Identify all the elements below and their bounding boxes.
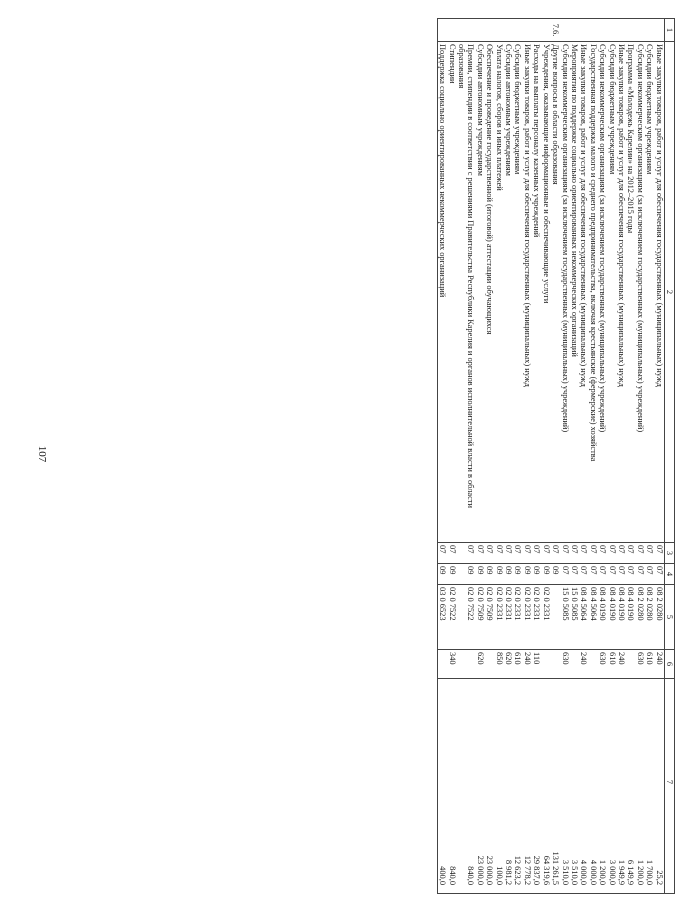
table-row	[588, 19, 597, 894]
row-amount: 100,0	[494, 679, 503, 894]
row-expense-type	[437, 650, 447, 679]
row-name: Другие вопросы в области образования	[551, 42, 560, 543]
row-amount: 1 949,9	[617, 679, 626, 894]
row-subsection: 07	[560, 564, 569, 585]
row-subsection: 07	[579, 564, 588, 585]
row-name: Государственная поддержка малого и среднего предпринимательства, включая крестьянские (фермерские) хозяйства	[588, 42, 597, 543]
header-col-4: 4	[664, 564, 674, 585]
row-amount: 1 200,0	[635, 679, 644, 894]
row-subsection: 09	[485, 564, 494, 585]
row-number	[523, 19, 532, 42]
row-subsection: 07	[654, 564, 664, 585]
row-target-code: 02 0 7509	[485, 585, 494, 650]
row-subsection: 07	[598, 564, 607, 585]
row-section: 07	[588, 543, 597, 564]
row-amount: 12 623,2	[513, 679, 522, 894]
row-number	[579, 19, 588, 42]
row-section: 07	[598, 543, 607, 564]
row-section: 07	[447, 543, 456, 564]
row-target-code: 08 4 0190	[607, 585, 616, 650]
row-name: Иные закупки товаров, работ и услуг для обеспечения государственных (муниципальных) нужд	[579, 42, 588, 543]
row-name: Уплата налогов, сборов и иных платежей	[494, 42, 503, 543]
row-expense-type: 610	[645, 650, 654, 679]
row-subsection: 07	[607, 564, 616, 585]
row-target-code: 02 0 2331	[541, 585, 550, 650]
row-section: 07	[635, 543, 644, 564]
row-target-code: 15 0 5085	[570, 585, 579, 650]
row-expense-type: 630	[635, 650, 644, 679]
row-name: Субсидии бюджетным учреждениям	[607, 42, 616, 543]
row-subsection: 09	[494, 564, 503, 585]
row-name: Субсидии некоммерческим организациям (за исключением государственных (муниципальных) учреждений)	[598, 42, 607, 543]
row-subsection: 09	[457, 564, 476, 585]
row-target-code: 08 4 5064	[588, 585, 597, 650]
row-amount: 131 261,5	[551, 679, 560, 894]
row-amount: 29 837,0	[532, 679, 541, 894]
row-expense-type: 630	[560, 650, 569, 679]
row-name: Иные закупки товаров, работ и услуг для обеспечения государственных (муниципальных) нужд	[617, 42, 626, 543]
row-subsection: 07	[645, 564, 654, 585]
row-amount: 6 149,9	[626, 679, 635, 894]
row-expense-type	[551, 650, 560, 679]
row-name: Учреждения, оказывающие информационные и обеспечивающие услуги	[541, 42, 550, 543]
row-number	[485, 19, 494, 42]
row-section: 07	[457, 543, 476, 564]
rotated-page	[95, 18, 675, 890]
row-section: 07	[654, 543, 664, 564]
row-subsection: 09	[523, 564, 532, 585]
row-number	[645, 19, 654, 42]
row-subsection: 09	[532, 564, 541, 585]
row-target-code: 02 0 7522	[457, 585, 476, 650]
row-expense-type: 620	[475, 650, 484, 679]
row-number	[560, 19, 569, 42]
row-section: 07	[617, 543, 626, 564]
row-subsection: 09	[541, 564, 550, 585]
row-number	[513, 19, 522, 42]
row-number	[570, 19, 579, 42]
row-amount: 840,0	[457, 679, 476, 894]
row-section: 07	[607, 543, 616, 564]
row-section: 07	[645, 543, 654, 564]
row-name: Обеспечение и проведение государственной (итоговой) аттестации обучающихся	[485, 42, 494, 543]
row-name: Субсидии автономным учреждениям	[475, 42, 484, 543]
row-section: 07	[570, 543, 579, 564]
row-number	[541, 19, 550, 42]
row-expense-type	[570, 650, 579, 679]
header-col-2: 2	[664, 42, 674, 543]
row-subsection: 07	[570, 564, 579, 585]
row-target-code: 02 0 2331	[532, 585, 541, 650]
table-row	[654, 19, 664, 894]
row-target-code: 08 2 0280	[654, 585, 664, 650]
row-number	[635, 19, 644, 42]
row-target-code: 15 0 5085	[560, 585, 569, 650]
row-name: Субсидии некоммерческим организациям (за исключением государственных (муниципальных) учреждений)	[635, 42, 644, 543]
row-subsection: 07	[626, 564, 635, 585]
row-expense-type: 240	[654, 650, 664, 679]
row-target-code: 02 0 7509	[475, 585, 484, 650]
row-name: Расходы на выплаты персоналу казенных учреждений	[532, 42, 541, 543]
row-number	[504, 19, 513, 42]
row-section: 07	[475, 543, 484, 564]
row-amount: 1 700,0	[645, 679, 654, 894]
table-row	[560, 19, 569, 894]
row-subsection: 09	[504, 564, 513, 585]
row-name: Премии, стипендии в соответствии с решениями Правительства Республики Карелия и органов исполнительной власти в области образования	[457, 42, 476, 543]
row-number	[457, 19, 476, 42]
row-expense-type: 240	[523, 650, 532, 679]
row-expense-type: 850	[494, 650, 503, 679]
row-amount: 3 000,0	[607, 679, 616, 894]
row-number	[532, 19, 541, 42]
row-amount: 23 000,0	[485, 679, 494, 894]
row-name: Иные закупки товаров, работ и услуг для обеспечения государственных (муниципальных) нужд	[523, 42, 532, 543]
row-target-code: 02 0 2331	[494, 585, 503, 650]
row-number	[598, 19, 607, 42]
row-subsection: 09	[475, 564, 484, 585]
row-section: 07	[541, 543, 550, 564]
row-section: 07	[437, 543, 447, 564]
row-amount: 3 510,0	[570, 679, 579, 894]
table-row	[437, 19, 447, 894]
table-row	[635, 19, 644, 894]
table-header-row	[664, 19, 674, 894]
row-number	[607, 19, 616, 42]
row-target-code: 02 0 2331	[513, 585, 522, 650]
row-amount: 23 000,0	[475, 679, 484, 894]
row-target-code: 02 0 7522	[447, 585, 456, 650]
row-name: Субсидии бюджетным учреждениям	[513, 42, 522, 543]
row-amount: 3 510,0	[560, 679, 569, 894]
table-row	[504, 19, 513, 894]
table-row	[645, 19, 654, 894]
row-section: 07	[494, 543, 503, 564]
row-name: Мероприятия по поддержке социально ориентированных некоммерческих организаций	[570, 42, 579, 543]
row-section: 07	[560, 543, 569, 564]
row-subsection: 09	[447, 564, 456, 585]
header-col-3: 3	[664, 543, 674, 564]
row-section: 07	[626, 543, 635, 564]
row-number	[494, 19, 503, 42]
row-amount: 400,0	[437, 679, 447, 894]
row-expense-type: 110	[532, 650, 541, 679]
row-section: 07	[504, 543, 513, 564]
row-section: 07	[513, 543, 522, 564]
row-target-code: 02 0 2331	[504, 585, 513, 650]
header-col-5: 5	[664, 585, 674, 650]
row-amount: 64 319,6	[541, 679, 550, 894]
table-row	[607, 19, 616, 894]
table-row	[494, 19, 503, 894]
row-subsection: 07	[635, 564, 644, 585]
row-subsection: 07	[588, 564, 597, 585]
budget-table	[437, 18, 675, 894]
row-amount: 4 000,0	[579, 679, 588, 894]
header-col-1: 1	[664, 19, 674, 42]
row-subsection: 09	[551, 564, 560, 585]
row-name: Иные закупки товаров, работ и услуг для обеспечения государственных (муниципальных) нужд	[654, 42, 664, 543]
row-expense-type: 620	[504, 650, 513, 679]
row-number	[626, 19, 635, 42]
table-row	[626, 19, 635, 894]
row-expense-type	[626, 650, 635, 679]
row-amount: 8 981,2	[504, 679, 513, 894]
table-row	[475, 19, 484, 894]
row-amount: 4 000,0	[588, 679, 597, 894]
table-row	[447, 19, 456, 894]
row-name: Стипендии	[447, 42, 456, 543]
table-row	[532, 19, 541, 894]
table-body	[437, 19, 664, 894]
row-expense-type: 610	[607, 650, 616, 679]
row-number	[447, 19, 456, 42]
table-row	[523, 19, 532, 894]
row-name: Программа «Молодежь Карелии» на 2012–2015 годы	[626, 42, 635, 543]
row-section: 07	[523, 543, 532, 564]
row-expense-type: 240	[617, 650, 626, 679]
page-number: 107	[36, 445, 48, 463]
row-amount: 840,0	[447, 679, 456, 894]
row-name: Субсидии автономным учреждениям	[504, 42, 513, 543]
table-row	[485, 19, 494, 894]
row-number	[475, 19, 484, 42]
row-section: 07	[532, 543, 541, 564]
row-target-code: 03 0 6523	[437, 585, 447, 650]
row-target-code: 02 0 2331	[523, 585, 532, 650]
row-expense-type	[457, 650, 476, 679]
row-target-code	[551, 585, 560, 650]
row-amount: 1 200,0	[598, 679, 607, 894]
page-content	[95, 18, 675, 890]
row-subsection: 09	[513, 564, 522, 585]
table-row	[551, 19, 560, 894]
row-subsection: 07	[617, 564, 626, 585]
row-expense-type	[485, 650, 494, 679]
row-section: 07	[579, 543, 588, 564]
row-expense-type: 340	[447, 650, 456, 679]
row-number	[588, 19, 597, 42]
row-name: Субсидии некоммерческим организациям (за исключением государственных (муниципальных) учреждений)	[560, 42, 569, 543]
row-target-code: 08 2 0280	[635, 585, 644, 650]
table-row	[570, 19, 579, 894]
row-target-code: 08 2 0280	[645, 585, 654, 650]
table-row	[541, 19, 550, 894]
row-amount: 12 778,2	[523, 679, 532, 894]
row-number	[654, 19, 664, 42]
row-number	[617, 19, 626, 42]
row-expense-type: 630	[598, 650, 607, 679]
row-expense-type	[588, 650, 597, 679]
row-expense-type	[541, 650, 550, 679]
row-name: Поддержка социально ориентированных некоммерческих организаций	[437, 42, 447, 543]
row-expense-type: 240	[579, 650, 588, 679]
table-row	[598, 19, 607, 894]
row-target-code: 08 4 0190	[626, 585, 635, 650]
header-col-7: 7	[664, 679, 674, 894]
table-row	[579, 19, 588, 894]
row-subsection: 09	[437, 564, 447, 585]
header-col-6: 6	[664, 650, 674, 679]
row-expense-type: 610	[513, 650, 522, 679]
row-target-code: 08 4 0190	[598, 585, 607, 650]
row-section: 07	[551, 543, 560, 564]
row-amount: 25,2	[654, 679, 664, 894]
row-number	[437, 19, 447, 42]
table-row	[457, 19, 476, 894]
row-name: Субсидии бюджетным учреждениям	[645, 42, 654, 543]
row-section: 07	[485, 543, 494, 564]
table-row	[617, 19, 626, 894]
table-row	[513, 19, 522, 894]
row-target-code: 08 4 5064	[579, 585, 588, 650]
row-target-code: 08 4 0190	[617, 585, 626, 650]
row-number: 7.6.	[551, 19, 560, 42]
